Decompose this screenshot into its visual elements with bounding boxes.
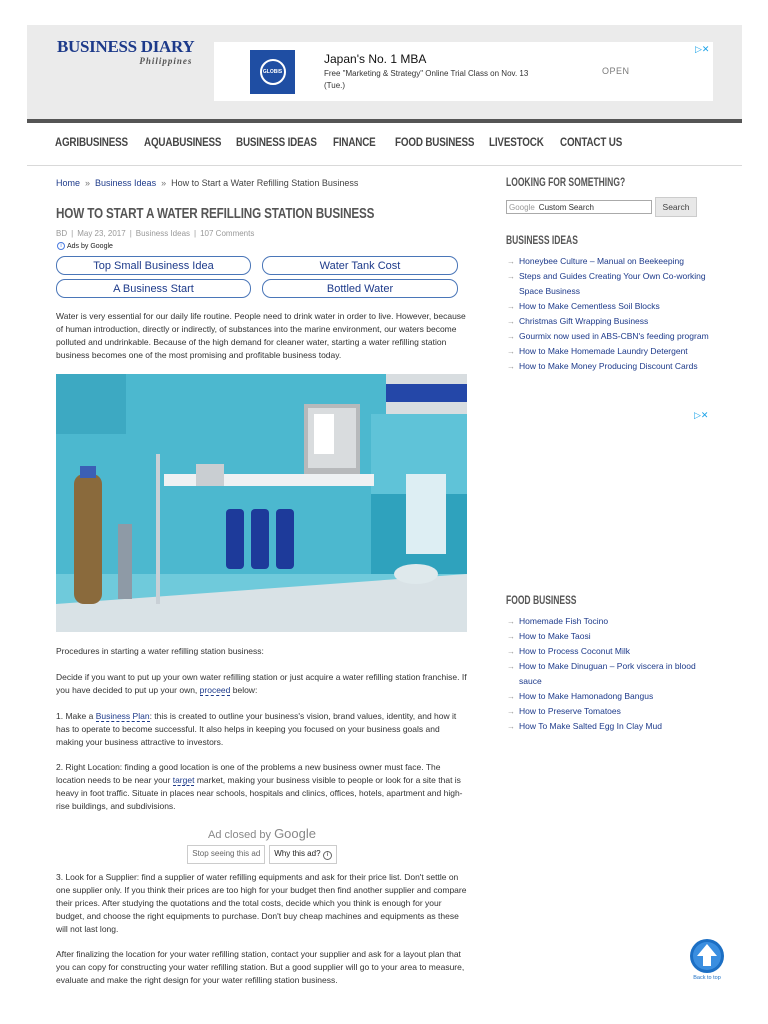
- proceed-link[interactable]: proceed: [199, 685, 231, 695]
- business-ideas-heading: BUSINESS IDEAS: [506, 235, 578, 247]
- ad-link-water-tank-cost[interactable]: Water Tank Cost: [262, 256, 458, 275]
- list-item[interactable]: → Christmas Gift Wrapping Business: [507, 314, 717, 329]
- search-placeholder: Custom Search: [538, 202, 594, 212]
- google-wordmark: Google: [274, 826, 316, 841]
- arrow-icon: →: [507, 302, 515, 311]
- decide-paragraph: Decide if you want to put up your own water refilling station or just acquire a water refilling station franchise. If you have decided to put up your own, proceed below:: [56, 672, 467, 695]
- back-to-top-label: Back to top: [693, 975, 721, 981]
- step3-paragraph: 3. Look for a Supplier: find a supplier of water refilling equipments and ask for their price list. Don't settle on one supplier only. If you think their prices are too high for your budget then find another supplier and compare their prices. After studying the quotations and the total costs, decide which you think is enough for your budget, and choose the right equipments to purchase. Don't buy cheap machines and equipments as these will not last long.: [56, 872, 467, 934]
- ad-link-bottled-water[interactable]: Bottled Water: [262, 279, 458, 298]
- breadcrumb-current: How to Start a Water Refilling Station Business: [171, 178, 359, 188]
- business-plan-link[interactable]: Business Plan: [95, 711, 150, 721]
- ad-brand-logo: [250, 50, 295, 94]
- business-ideas-list: [507, 254, 717, 374]
- breadcrumb-section[interactable]: Business Ideas: [95, 178, 157, 188]
- food-business-heading: FOOD BUSINESS: [506, 595, 577, 607]
- list-item[interactable]: → How to Make Hamonadong Bangus: [507, 689, 717, 704]
- ad-closed-notice: [172, 826, 352, 864]
- list-item[interactable]: → How to Make Dinuguan – Pork viscera in blood sauce: [507, 661, 696, 686]
- google-search-brand: Google: [509, 202, 535, 212]
- arrow-icon: →: [507, 662, 515, 671]
- search-input[interactable]: [506, 200, 652, 214]
- post-comments[interactable]: 107 Comments: [200, 229, 255, 238]
- nav-contact-us[interactable]: CONTACT US: [560, 135, 623, 149]
- post-meta: BD | May 23, 2017 | Business Ideas | 107 Comments: [56, 229, 255, 238]
- breadcrumb-separator: »: [85, 178, 91, 188]
- arrow-icon: →: [507, 362, 515, 371]
- ad-link-a-business-start[interactable]: A Business Start: [56, 279, 251, 298]
- main-nav: [27, 119, 742, 166]
- intro-paragraph: Water is very essential for our daily life routine. People need to drink water in order to live. However, because of human introduction, directly or indirectly, of substances into the marine environment, our waters become polluted and undrinkable. Because of the high demand for cleaner water, starting a water refilling station business becomes one of the most promising and profitable business today.: [56, 311, 466, 360]
- top-ad-banner[interactable]: [214, 42, 713, 101]
- site-logo[interactable]: [57, 37, 194, 66]
- list-item[interactable]: → Steps and Guides Creating Your Own Co-working Space Business: [507, 271, 706, 296]
- post-title: HOW TO START A WATER REFILLING STATION BUSINESS: [56, 205, 375, 222]
- arrow-icon: →: [507, 722, 515, 731]
- adchoices-icon[interactable]: ▷✕: [695, 44, 710, 54]
- ad-description: Free "Marketing & Strategy" Online Trial Class on Nov. 13 (Tue.): [324, 69, 529, 90]
- ad-brand-name: GLOBIS: [260, 59, 286, 85]
- nav-food-business[interactable]: FOOD BUSINESS: [395, 135, 475, 149]
- ad-title[interactable]: Japan's No. 1 MBA: [324, 52, 427, 66]
- arrow-icon: →: [507, 692, 515, 701]
- list-item[interactable]: → Gourmix now used in ABS-CBN's feeding program: [507, 329, 717, 344]
- ads-by-google[interactable]: [57, 242, 113, 250]
- procedures-heading: Procedures in starting a water refilling station business:: [56, 646, 264, 656]
- nav-business-ideas[interactable]: BUSINESS IDEAS: [236, 135, 317, 149]
- arrow-icon: →: [507, 707, 515, 716]
- step2-paragraph: 2. Right Location: finding a good location is one of the problems a new business owner must face. The location needs to be near your target market, making your business visible to people or look for a site that is heavy in foot traffic. Situate in places near schools, hospitals and clinics, offices, hotels, apartment and high-rise buildings, and subdivisions.: [56, 762, 463, 811]
- list-item[interactable]: → Honeybee Culture – Manual on Beekeeping: [507, 254, 717, 269]
- list-item[interactable]: → How to Process Coconut Milk: [507, 644, 717, 659]
- why-this-ad-button[interactable]: Why this ad? i: [269, 845, 336, 864]
- ad-link-top-small-business-idea[interactable]: Top Small Business Idea: [56, 256, 251, 275]
- post-date: May 23, 2017: [77, 229, 126, 238]
- arrow-icon: →: [507, 317, 515, 326]
- post-category[interactable]: Business Ideas: [135, 229, 191, 238]
- info-icon: i: [57, 242, 65, 250]
- ad-closed-text: Ad closed by: [208, 829, 271, 841]
- ads-by-label: Ads by Google: [67, 242, 113, 250]
- list-item[interactable]: → How to Make Money Producing Discount Cards: [507, 359, 717, 374]
- list-item[interactable]: → How To Make Salted Egg In Clay Mud: [507, 719, 717, 734]
- list-item[interactable]: → Homemade Fish Tocino: [507, 614, 717, 629]
- search-button[interactable]: Search: [655, 197, 697, 217]
- list-item[interactable]: → How to Make Taosi: [507, 629, 717, 644]
- arrow-icon: →: [507, 332, 515, 341]
- adchoices-icon[interactable]: ▷✕: [694, 410, 709, 420]
- stop-seeing-ad-button[interactable]: Stop seeing this ad: [187, 845, 265, 864]
- arrow-icon: →: [507, 617, 515, 626]
- nav-aquabusiness[interactable]: AQUABUSINESS: [144, 135, 222, 149]
- post-author[interactable]: BD: [56, 229, 68, 238]
- step1-paragraph: 1. Make a Business Plan: this is created to outline your business's vision, brand values, identity, and how it has to operate to become successful. It also helps in keeping you focused on your business goals and making your business attractive to investors.: [56, 711, 457, 747]
- water-station-photo: [56, 374, 467, 632]
- food-business-list: [507, 614, 717, 734]
- info-icon: i: [323, 851, 332, 860]
- nav-finance[interactable]: FINANCE: [333, 135, 376, 149]
- back-to-top-button[interactable]: [686, 938, 728, 982]
- breadcrumb-home[interactable]: Home: [56, 178, 81, 188]
- breadcrumb: [56, 178, 358, 188]
- ad-open-button[interactable]: OPEN: [602, 66, 630, 76]
- logo-subtitle: Philippines: [139, 56, 193, 66]
- arrow-icon: →: [507, 647, 515, 656]
- logo-text: BUSINESS DIARY: [57, 37, 195, 56]
- search-heading: LOOKING FOR SOMETHING?: [506, 177, 626, 189]
- arrow-icon: →: [507, 257, 515, 266]
- layout-paragraph: After finalizing the location for your water refilling station, contact your supplier and ask for a layout plan that you can copy for constructing your water refilling station. But a good supplier will go to your area to measure, evaluate and make the right design for your water refilling station business.: [56, 949, 465, 985]
- arrow-icon: →: [507, 347, 515, 356]
- list-item[interactable]: → How to Make Cementless Soil Blocks: [507, 299, 717, 314]
- target-link[interactable]: target: [172, 775, 195, 785]
- arrow-icon: →: [507, 632, 515, 641]
- nav-livestock[interactable]: LIVESTOCK: [489, 135, 544, 149]
- arrow-icon: →: [507, 272, 515, 281]
- breadcrumb-separator: »: [161, 178, 167, 188]
- nav-agribusiness[interactable]: AGRIBUSINESS: [55, 135, 128, 149]
- list-item[interactable]: → How to Preserve Tomatoes: [507, 704, 717, 719]
- list-item[interactable]: → How to Make Homemade Laundry Detergent: [507, 344, 717, 359]
